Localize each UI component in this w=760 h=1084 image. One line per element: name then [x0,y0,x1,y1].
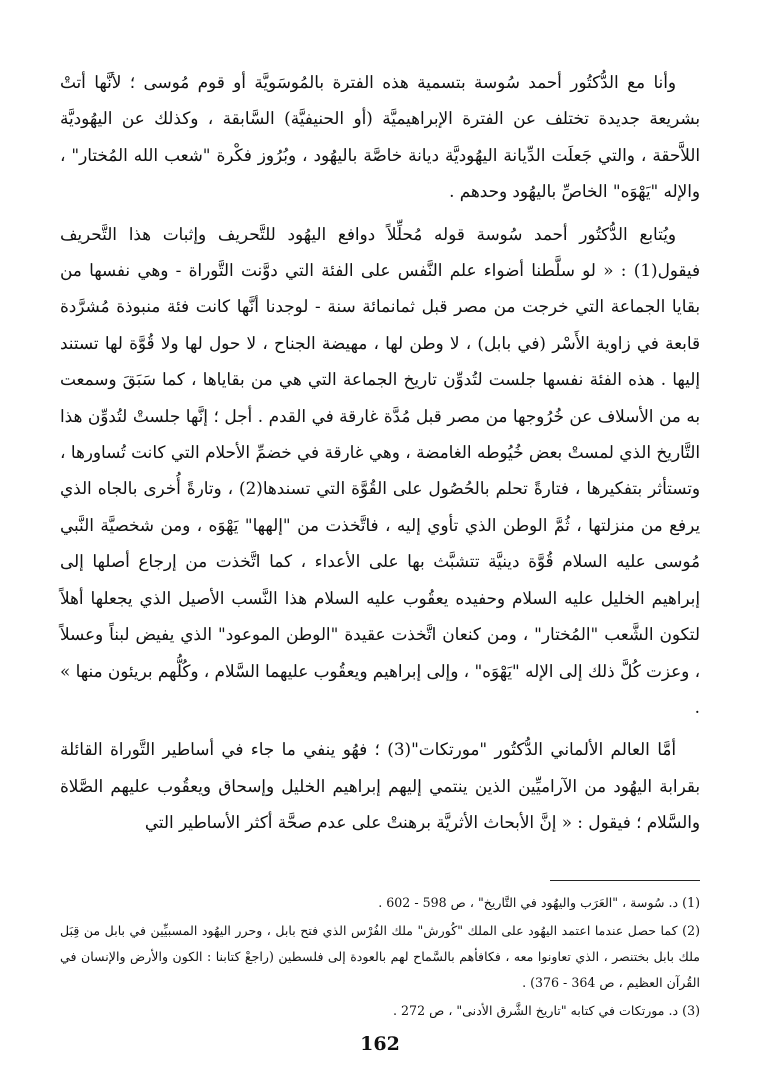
paragraph-3: أمَّا العالم الألماني الدُّكتُور "مورتكات"(3) ؛ فهُو ينفي ما جاء في أساطير التَّوراة القائلة بقرابة اليهُود من الآراميِّين الذين ينتمي إليهم إبراهيم الخليل وإسحاق ويعقُوب عليهم الصَّلاة والسَّلام ؛ فيقول : « إنَّ الأبحاث الأثريَّة برهنتْ على عدم صحَّة أكثر الأساطير التي [60,739,700,833]
page-number: 162 [360,1033,400,1055]
footnote-divider [550,880,700,881]
footnote-3: (3) د. مورتكات في كتابه "تاريخ الشَّرق الأدنى" ، ص 272 . [393,1003,700,1018]
footnote-1: (1) د. سُوسة ، "العَرَب واليهُود في التَّاريخ" ، ص 598 - 602 . [378,895,700,910]
main-text [60,64,700,847]
paragraph-2: ويُتابع الدُّكتُور أحمد سُوسة قوله مُحلِّلاً دوافع اليهُود للتَّحريف وإثبات هذا التَّحريف فيقول(1) : « لو سلَّطنا أضواء علم النَّفس على الفئة التي دوَّنت التَّوراة - وهي نفسها من بقايا الجماعة التي خرجت من مصر قبل ثمانمائة سنة - لوجدنا أنَّها كانت فئة منبوذة مُشرَّدة قابعة في زاوية الأَسْر (في بابل) ، لا وطن لها ، مهيضة الجناح ، لا حول لها ولا قُوَّة لها تستند إليها . هذه الفئة نفسها جلست لتُدوِّن تاريخ الجماعة التي هي من بقاياها ، كما سَبَقَ وسمعت به من الأسلاف عن خُرُوجها من مصر قبل مُدَّة غارقة في القدم . أجل ؛ إنَّها جلستْ لتُدوِّن هذا التَّاريخ الذي لمستْ بعض خُيُوطه الغامضة ، وهي غارقة في خضمِّ الأحلام التي كانت تُساورها ، وتستأثر بتفكيرها ، فتارةً تحلم بالحُصُول على القُوَّة التي تسندها(2) ، وتارةً أُخرى بالجاه الذي يرفع من منزلتها ، ثُمَّ الوطن الذي تأوي إليه ، فاتَّخذت من "إلهها" يَهْوَه ، ومن شخصيَّة النَّبي مُوسى عليه السلام قُوَّة دينيَّة تتشبَّث بها على الأعداء ، كما اتَّخذت من إرجاع أصلها إلى إبراهيم الخليل عليه السلام وحفيده يعقُوب عليه السلام هذا النَّسب الأصيل الذي يجعلها أهلاً لتكون الشَّعب "المُختار" ، ومن كنعان اتَّخذت عقيدة "الوطن الموعود" الذي يفيض لبناً وعسلاً ، وعزت كُلَّ ذلك إلى الإله "يَهْوَه" ، وإلى إبراهيم ويعقُوب عليهما السَّلام ، وكُلُّهم بريئون منها » . [60,223,700,717]
paragraph-1: وأنا مع الدُّكتُور أحمد سُوسة بتسمية هذه الفترة بالمُوسَويَّة أو قوم مُوسى ؛ لأنَّها أتتْ بشريعة جديدة تختلف عن الفترة الإبراهيميَّة (أو الحنيفيَّة) السَّابقة ، وكذلك عن اليهُوديَّة اللاَّحقة ، والتي جَعلَت الدِّيانة اليهُوديَّة ديانة خاصَّة باليهُود ، وبُرُوز فكْرة "شعب الله المُختار" ، والإله "يَهْوَه" الخاصِّ باليهُود وحدهم . [60,72,700,202]
footnotes [60,890,700,1026]
footnote-2: (2) كما حصل عندما اعتمد اليهُود على الملك "كُورش" ملك الفُرْس الذي فتح بابل ، وحرر اليهُود المسبيِّين في بابل من قِبَل ملك بابل بختنصر ، الذي تعاونوا معه ، فكافأهم بالسَّماح لهم بالعودة إلى فلسطين (راجعْ كتابنا : الكون والأرض والإنسان في القُرآن العظيم ، ص 364 - 376) . [60,923,700,990]
